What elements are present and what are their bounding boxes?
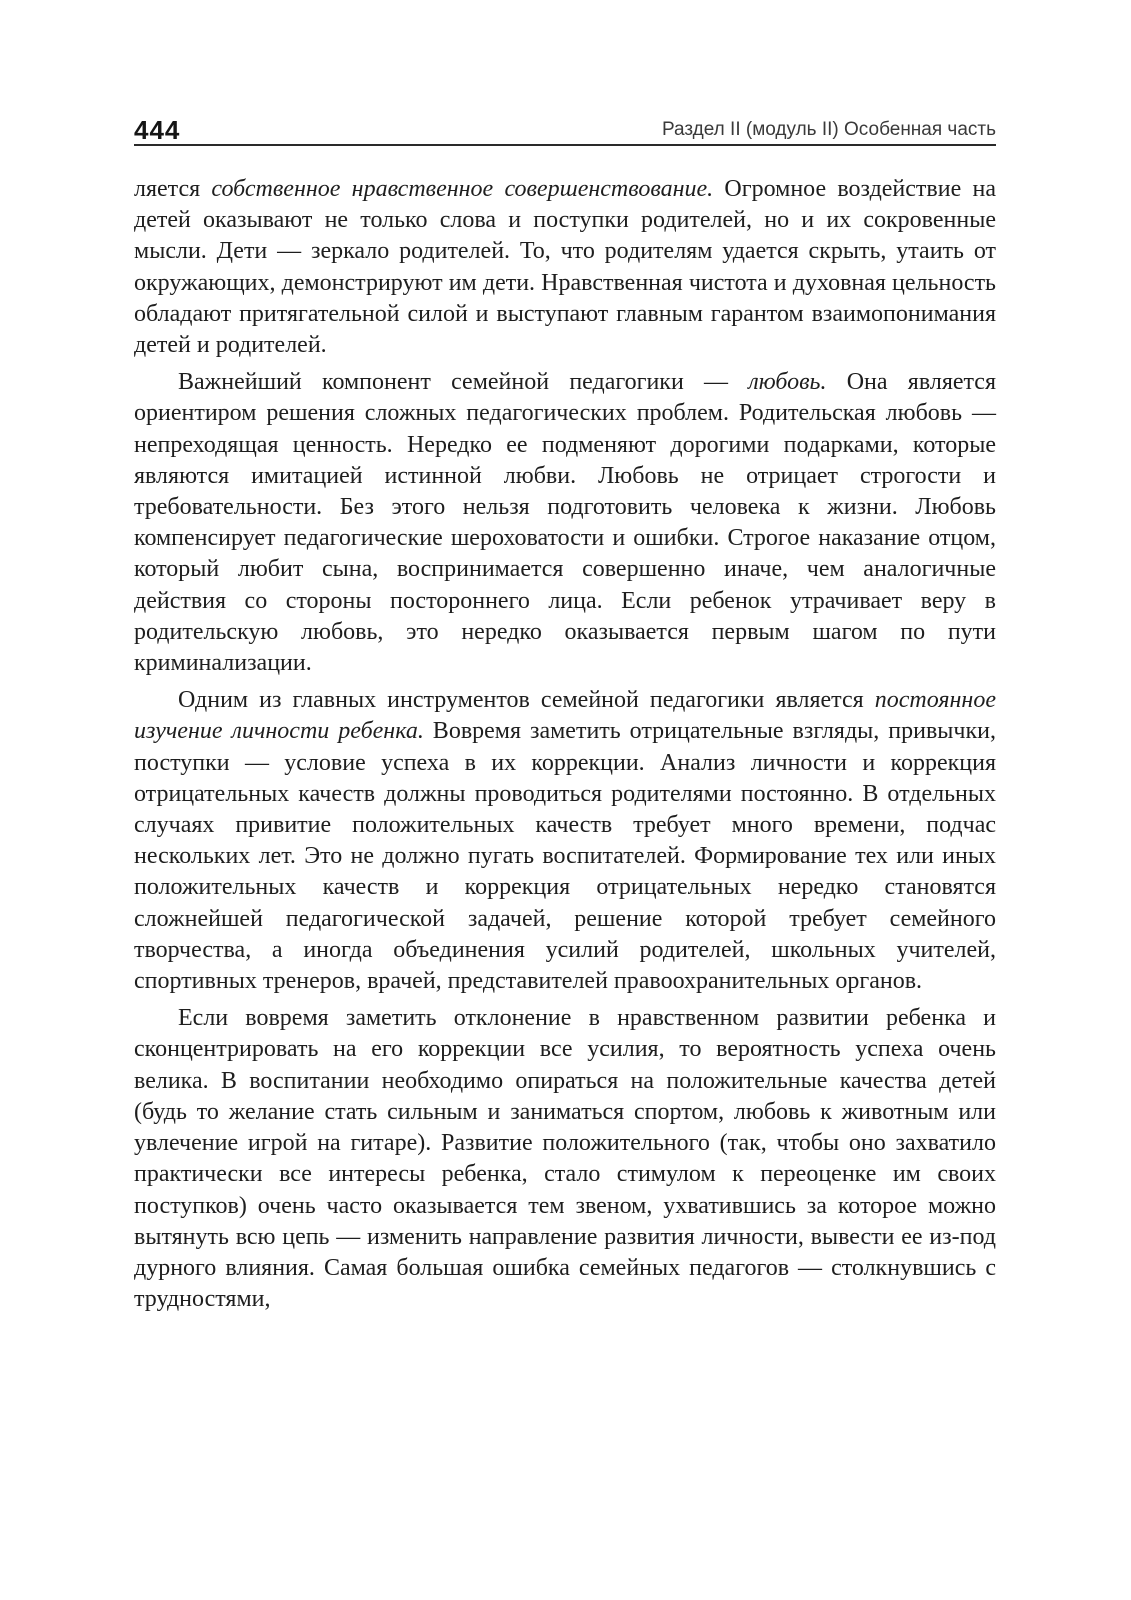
section-title: Раздел II (модуль II) Особенная часть xyxy=(661,119,996,140)
paragraph-3-emphasis: постоянное изучение личности ребенка. xyxy=(134,687,996,745)
paragraph-2-text-rest: Она является ориентиром решения сложных педагогических проблем. Родительская любовь — непреходящая ценность. Нередко ее подменяют дорогими подарками, которые являются имитацией истинной любви. Любовь не отрицает строгости и требовательности. Без этого нельзя подготовить человека к жизни. Любовь компенсирует педагогические шероховатости и ошибки. Строгое наказание отцом, который любит сына, воспринимается совершенно иначе, чем аналогичные действия со стороны постороннего лица. Если ребенок утрачивает веру в родительскую любовь, это нередко оказывается первым шагом по пути криминализации. xyxy=(134,369,996,677)
paragraph-2-emphasis: любовь. xyxy=(748,369,827,396)
paragraph-4 xyxy=(134,1003,996,1315)
page-number: 444 xyxy=(134,115,181,145)
book-page xyxy=(134,104,996,1315)
paragraph-4-text: Если вовремя заметить отклонение в нравственном развитии ребенка и сконцентрировать на его коррекции все усилия, то вероятность успеха очень велика. В воспитании необходимо опираться на положительные качества детей (будь то желание стать сильным и заниматься спортом, любовь к животным или увлечение игрой на гитаре). Развитие положительного (так, чтобы оно захватило практически все интересы ребенка, стало стимулом к переоценке им своих поступков) очень часто оказывается тем звеном, ухватившись за которое можно вытянуть всю цепь — изменить направление развития личности, вывести ее из-под дурного влияния. Самая большая ошибка семейных педагогов — столкнувшись с трудностями, xyxy=(134,1005,996,1313)
paragraph-1-text: ляется xyxy=(134,176,212,202)
paragraph-2-text: Важнейший компонент семейной педагогики — xyxy=(178,369,749,396)
paragraph-1-emphasis: собственное нравственное совершенствование. xyxy=(211,176,714,202)
body-text xyxy=(134,174,996,1315)
paragraph-2 xyxy=(134,367,996,679)
paragraph-1-text-rest: Огромное воздействие на детей оказывают не только слова и поступки родителей, но и их сокровенные мысли. Дети — зеркало родителей. То, что родителям удается скрыть, утаить от окружающих, демонстрируют им дети. Нравственная чистота и духовная цельность обладают притягательной силой и выступают главным гарантом взаимопонимания детей и родителей. xyxy=(134,176,996,359)
paragraph-3-text: Одним из главных инструментов семейной педагогики является xyxy=(178,687,875,714)
running-head xyxy=(134,104,996,146)
paragraph-3-text-rest: Вовремя заметить отрицательные взгляды, привычки, поступки — условие успеха в их коррекции. Анализ личности и коррекция отрицательных качеств должны проводиться родителями постоянно. В отдельных случаях привитие положительных качеств требует много времени, подчас нескольких лет. Это не должно пугать воспитателей. Формирование тех или иных положительных качеств и коррекция отрицательных нередко становятся сложнейшей педагогической задачей, решение которой требует семейного творчества, а иногда объединения усилий родителей, школьных учителей, спортивных тренеров, врачей, представителей правоохранительных органов. xyxy=(134,718,996,995)
paragraph-3 xyxy=(134,685,996,997)
paragraph-1 xyxy=(134,174,996,361)
